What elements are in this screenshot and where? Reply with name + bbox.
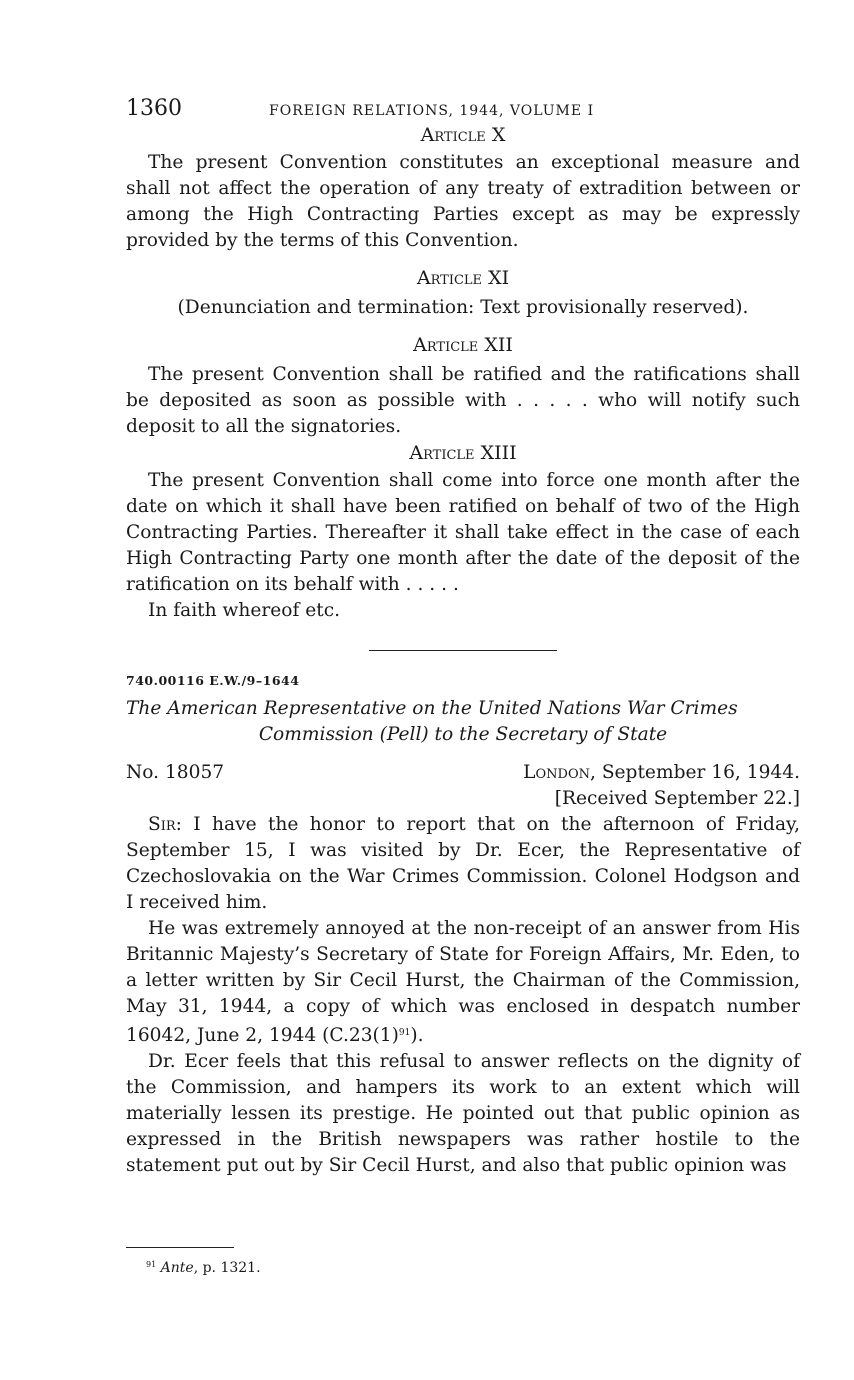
body-paragraph: He was extremely annoyed at the non-receipt of an answer from His Britannic Majesty’s Secretary of State for Foreign Affairs, Mr. Eden, to a letter written by Sir Cecil Hurst, the Chairman of the Commission, May 31, 1944, a copy of which was enclosed in despatch number 16042, June 2, 1944 $(C.23(1)^{91})$.: [126, 918, 800, 1046]
running-title: FOREIGN RELATIONS, 1944, VOLUME I: [269, 103, 595, 119]
received-note: [Received September 22.]: [554, 788, 800, 809]
article-xiii-text: The present Convention shall come into force one month after the date on which it shall have been ratified on behalf of two of the High Contracting Parties. Thereafter it shall take effect in the case of each High Contracting Party one month after the date of the deposit of the ratification on its behalf with . . . . .: [126, 470, 800, 595]
page-number: 1360: [126, 96, 182, 121]
footnote-ref-word: Ante: [160, 1260, 194, 1276]
document-title-line1: The American Representative on the United Nations War Crimes: [126, 698, 738, 719]
section-divider: [369, 650, 557, 651]
footnote-rule: [126, 1247, 234, 1248]
article-xiii-heading: Article XIII: [409, 442, 517, 464]
footnote-ref[interactable]: 91: [398, 1028, 411, 1038]
body-paragraph: Dr. Ecer feels that this refusal to answer reflects on the dignity of the Commission, and hampers its work to an extent which will materially lessen its prestige. He pointed out that public opinion as expressed in the British newspapers was rather hostile to the statement put out by Sir Cecil Hurst, and also that public opinion was: [126, 1051, 800, 1176]
place-date: [523, 760, 800, 786]
footnote-marker: 91: [146, 1260, 157, 1269]
article-xi-text: (Denunciation and termination: Text provisionally reserved).: [177, 297, 749, 318]
document-page: [126, 96, 800, 1179]
document-title-line2: Commission (Pell) to the Secretary of State: [258, 724, 668, 745]
despatch-number: No. 18057: [126, 762, 225, 783]
place: London: [523, 762, 590, 783]
date: , September 16, 1944.: [590, 762, 800, 783]
article-x-heading: Article X: [420, 124, 506, 146]
footnote-text: , p. 1321.: [193, 1260, 261, 1276]
closing-formula: In faith whereof etc.: [148, 600, 341, 621]
article-x-text: The present Convention constitutes an exceptional measure and shall not affect the operation of any treaty of extradition between or among the High Contracting Parties except as may be expressly provided by the terms of this Convention.: [126, 152, 800, 251]
body-paragraph: Sir: I have the honor to report that on the afternoon of Friday, September 15, I was visited by Dr. Ecer, the Representative of Czechoslovakia on the War Crimes Commission. Colonel Hodgson and I received him.: [126, 814, 800, 913]
file-number: 740.00116 E.W./9–1644: [126, 673, 300, 688]
article-xii-heading: Article XII: [413, 334, 513, 356]
salutation: Sir: [148, 814, 176, 835]
dateline: [126, 760, 800, 786]
page-header: [126, 96, 800, 122]
footnote: [146, 1260, 261, 1276]
article-xi-heading: Article XI: [416, 267, 510, 289]
article-xii-text: The present Convention shall be ratified and the ratifications shall be deposited as soon as possible with . . . . . who will notify such deposit to all the signatories.: [126, 364, 800, 437]
